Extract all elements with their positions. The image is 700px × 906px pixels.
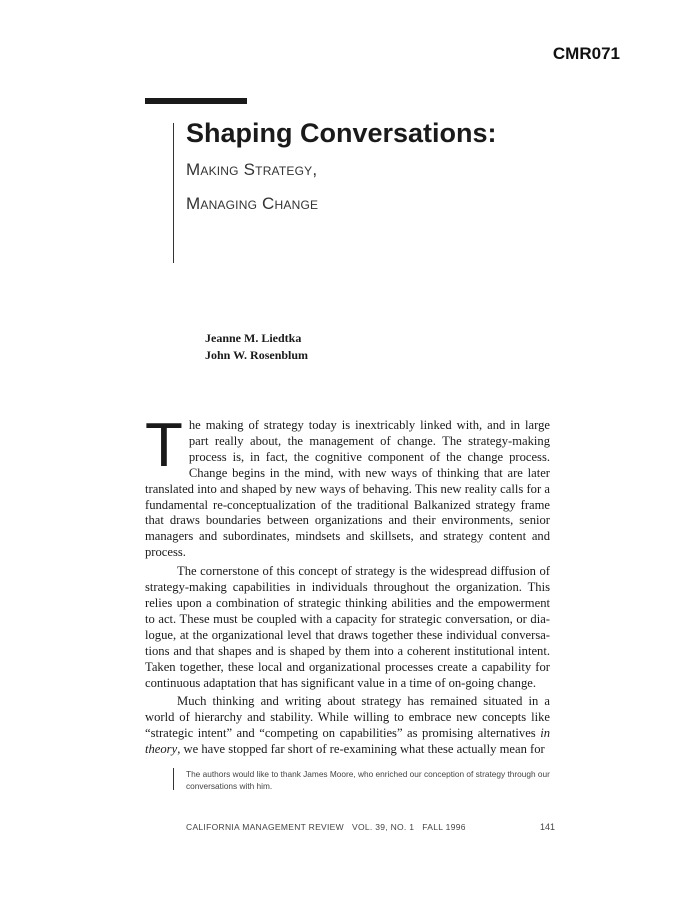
body-paragraph: The cornerstone of this concept of strategy is the widespread diffusion of strategy-making capabilities in individuals throughout the organization. This relies upon a combination of strategic thinking abilities and the empowerment to act. These must be coupled with a capacity for strategic conversation, or dia-logue, at the organizational level that draws together these individual conversa-tions and that shapes and is shaped by them into a coherent institutional intent. Taken together, these local and organizational processes create a capability for continuous adaptation that has significant value in a time of on-going change. [145, 564, 550, 690]
page-number: 141 [539, 822, 555, 832]
emphasis-text: in theory [145, 726, 550, 757]
running-footer [186, 822, 466, 832]
drop-cap: T [145, 411, 183, 480]
article-subtitle-line1: Making Strategy, [186, 160, 318, 179]
title-vertical-rule [173, 123, 174, 263]
article-body [145, 411, 550, 758]
article-title: Shaping Conversations: [186, 118, 497, 148]
paragraph-text: , we have stopped far short of re-examining what these actually mean for [177, 742, 545, 757]
footnote-rule [173, 768, 174, 790]
article-subtitle-line2: Managing Change [186, 194, 319, 213]
issue-info: FALL 1996 [422, 822, 466, 832]
author-list [205, 330, 308, 364]
author-name: Jeanne M. Liedtka [205, 331, 302, 345]
document-code: CMR071 [552, 44, 620, 63]
paragraph-text: he making of strategy today is inextricably linked with, and in large part really about, the management of change. The strategy-making process is, in fact, the cognitive component of the change process. Change begins in the mind, with new ways of thinking that are later translated into and shaped by new ways of behaving. This new reality calls for a fundamental re-conceptualization of the traditional Balkanized strategy frame that draws boundaries between organizations and their environments, senior managers and subordinates, mindsets and skillsets, and strategy content and process. [145, 418, 550, 560]
volume-info: VOL. 39, NO. 1 [351, 822, 415, 832]
title-rule [145, 98, 247, 104]
author-name: John W. Rosenblum [205, 348, 309, 362]
journal-name: CALIFORNIA MANAGEMENT REVIEW [186, 822, 344, 832]
footnote: The authors would like to thank James Moore, who enriched our conception of strategy through our conversations with him. [186, 769, 550, 791]
body-paragraph [145, 694, 550, 758]
body-paragraph [145, 411, 550, 561]
paragraph-text: Much thinking and writing about strategy has remained situated in a world of hierarchy and stability. While willing to embrace new concepts like “strategic intent” and “competing on capabilities” as promising alternatives [145, 694, 550, 741]
